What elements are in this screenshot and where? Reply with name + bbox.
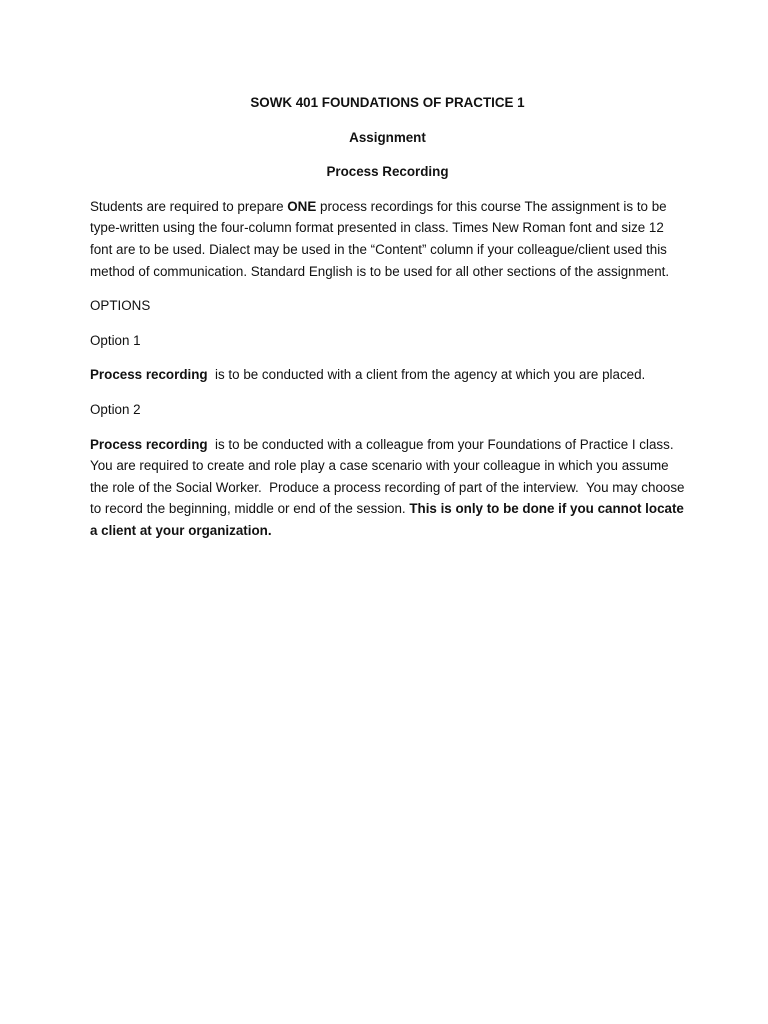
intro-emphasis: ONE bbox=[287, 198, 317, 214]
option2-text: is to be conducted with a colleague from your Foundations of Practice I class. You are required to create and role play a case scenario with your colleague in which you assume the role of the Social Worker. Produce a process recording of part of the interview. You may choose to record the beginning, middle or end of the session. bbox=[90, 436, 689, 517]
option1-lead: Process recording bbox=[90, 367, 208, 383]
option1-text: is to be conducted with a client from the agency at which you are placed. bbox=[207, 367, 646, 383]
option2-paragraph bbox=[90, 434, 689, 542]
process-recording-heading: Process Recording bbox=[326, 164, 449, 180]
assignment-heading: Assignment bbox=[349, 129, 426, 145]
options-label: OPTIONS bbox=[90, 298, 151, 314]
option2-label: Option 2 bbox=[90, 401, 141, 417]
intro-paragraph bbox=[90, 196, 685, 282]
option1-paragraph bbox=[90, 364, 685, 386]
intro-text-1: Students are required to prepare bbox=[90, 198, 288, 214]
option2-closing: This is only to be done if you cannot locate a client at your organization. bbox=[90, 501, 684, 538]
document-page bbox=[90, 92, 689, 555]
option1-label: Option 1 bbox=[90, 332, 141, 348]
option2-lead: Process recording bbox=[90, 436, 208, 452]
intro-text-2: process recordings for this course The assignment is to be type-written using the four-column format presented in class. Times New Roman font and size 12 font are to be used. Dialect may be used in the “Content” column if your colleague/client used this method of communication. Standard English is to be used for all other sections of the assignment. bbox=[90, 198, 670, 279]
course-title: SOWK 401 FOUNDATIONS OF PRACTICE 1 bbox=[250, 95, 525, 110]
